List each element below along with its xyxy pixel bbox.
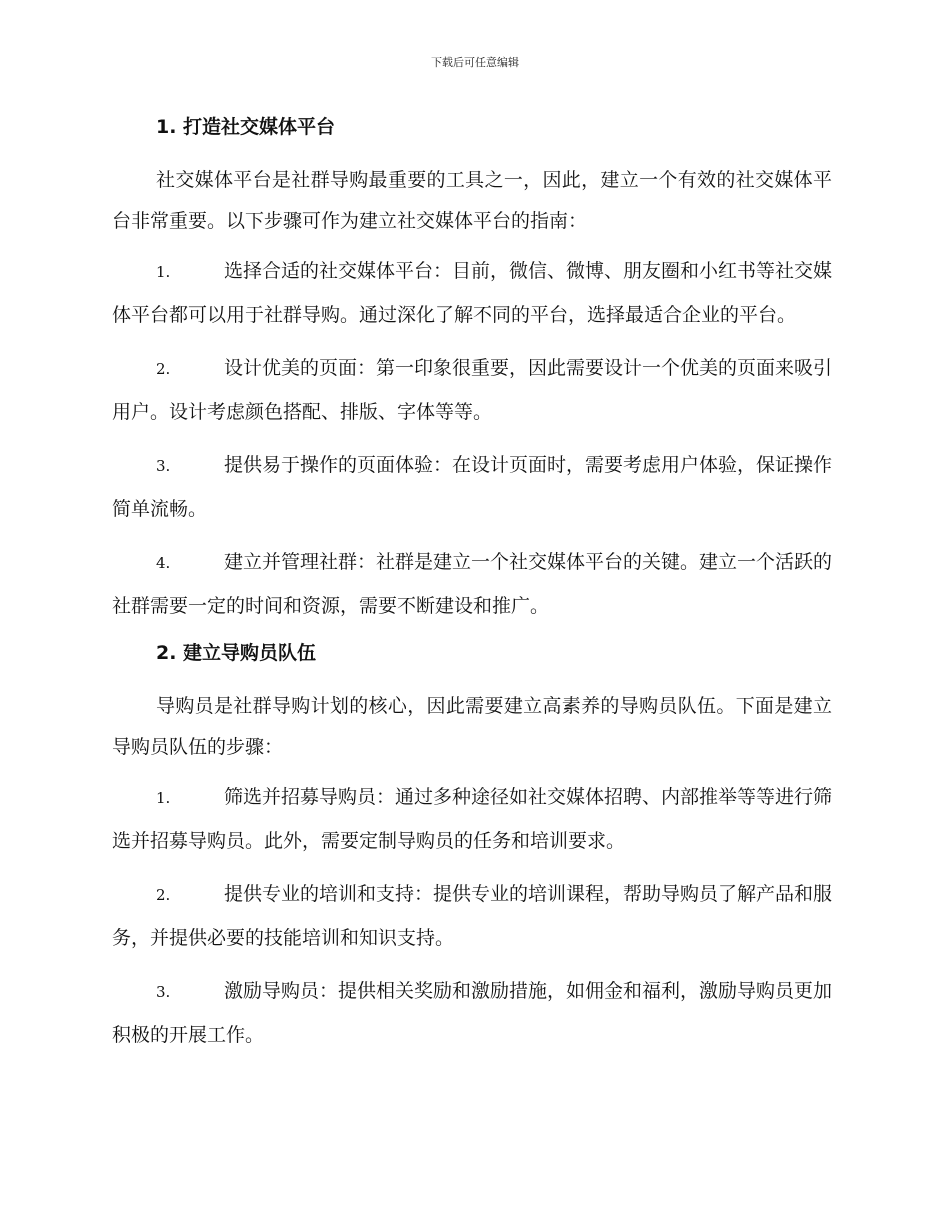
page-header-note: 下载后可任意编辑 — [431, 56, 519, 69]
list-number: 1. — [156, 263, 171, 281]
list-text: 选择合适的社交媒体平台：目前，微信、微博、朋友圈和小红书等社交媒体平台都可以用于社群导购。通过深化了解不同的平台，选择最适合企业的平台。 — [112, 260, 833, 326]
list-item — [112, 444, 832, 531]
section-intro: 社交媒体平台是社群导购最重要的工具之一，因此，建立一个有效的社交媒体平台非常重要。以下步骤可作为建立社交媒体平台的指南： — [112, 169, 832, 232]
section-social-media-platform — [112, 112, 832, 628]
list-item — [112, 541, 832, 628]
section-shopping-guide-team — [112, 638, 832, 1057]
list-text: 提供易于操作的页面体验：在设计页面时，需要考虑用户体验，保证操作简单流畅。 — [112, 454, 833, 520]
list-text: 筛选并招募导购员：通过多种途径如社交媒体招聘、内部推举等等进行筛选并招募导购员。此外，需要定制导购员的任务和培训要求。 — [112, 786, 833, 852]
list-item — [112, 776, 832, 863]
list-number: 2. — [156, 360, 171, 378]
section-title: 1. 打造社交媒体平台 — [156, 116, 336, 138]
list-text: 建立并管理社群：社群是建立一个社交媒体平台的关键。建立一个活跃的社群需要一定的时间和资源，需要不断建设和推广。 — [112, 551, 833, 617]
section-title: 2. 建立导购员队伍 — [156, 642, 317, 664]
list-text: 激励导购员：提供相关奖励和激励措施，如佣金和福利，激励导购员更加积极的开展工作。 — [112, 980, 833, 1046]
list-text: 设计优美的页面：第一印象很重要，因此需要设计一个优美的页面来吸引用户。设计考虑颜色搭配、排版、字体等等。 — [112, 357, 833, 423]
section-intro: 导购员是社群导购计划的核心，因此需要建立高素养的导购员队伍。下面是建立导购员队伍的步骤： — [112, 695, 832, 758]
document-body — [112, 112, 832, 1067]
list-item — [112, 347, 832, 434]
list-number: 4. — [156, 554, 171, 572]
list-number: 3. — [156, 983, 171, 1001]
list-item — [112, 873, 832, 960]
list-number: 2. — [156, 886, 171, 904]
list-number: 3. — [156, 457, 171, 475]
list-item — [112, 250, 832, 337]
list-text: 提供专业的培训和支持：提供专业的培训课程，帮助导购员了解产品和服务，并提供必要的技能培训和知识支持。 — [112, 883, 833, 949]
list-item — [112, 970, 832, 1057]
list-number: 1. — [156, 789, 171, 807]
